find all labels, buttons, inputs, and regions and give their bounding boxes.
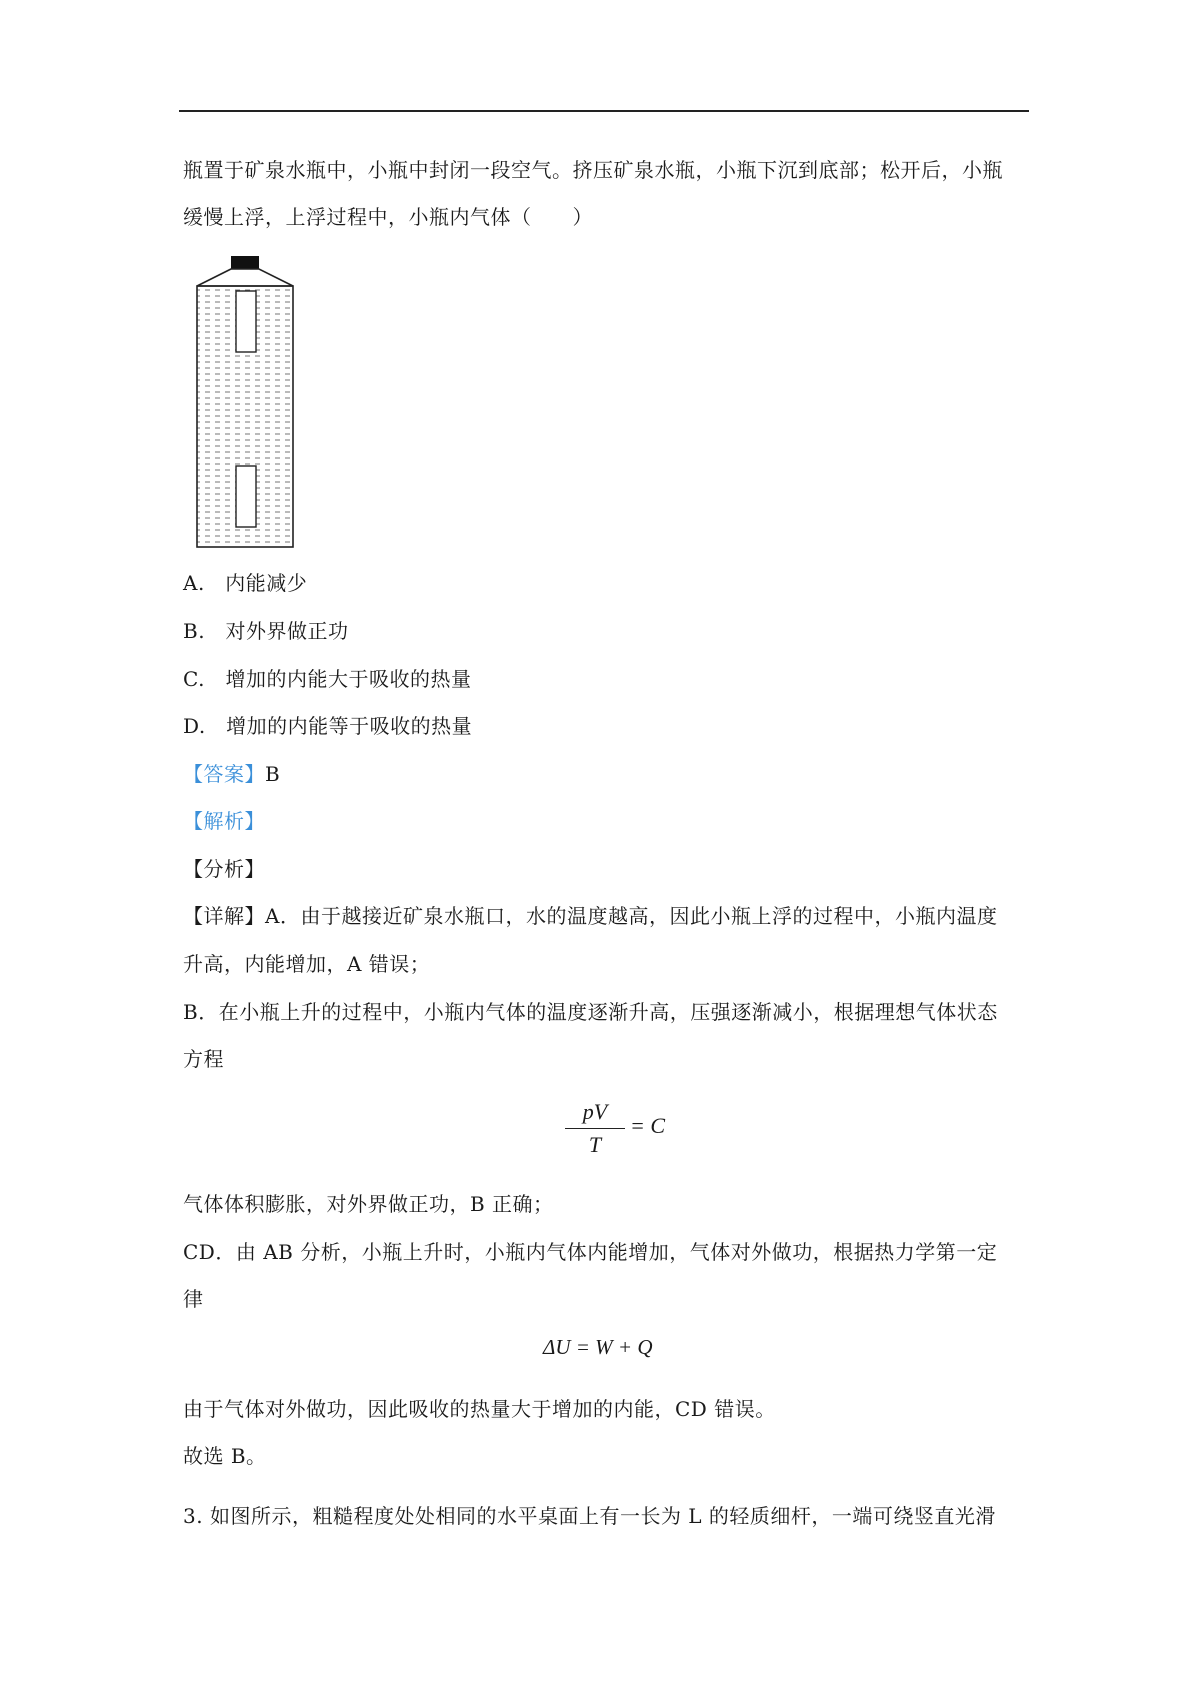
option-b: B. 对外界做正功	[183, 619, 349, 643]
detail-line-3: B．在小瓶上升的过程中，小瓶内气体的温度逐渐升高，压强逐渐减小，根据理想气体状态	[183, 1000, 998, 1024]
small-bottle-bottom	[236, 466, 256, 527]
ideal-gas-rhs: = C	[630, 1113, 666, 1138]
detail-line-4: 方程	[183, 1047, 224, 1071]
question-3-line: 3. 如图所示，粗糙程度处处相同的水平桌面上有一长为 L 的轻质细杆，一端可绕竖直光滑	[183, 1504, 996, 1528]
bottle-shoulder	[197, 269, 293, 286]
option-a: A. 内能减少	[183, 571, 308, 595]
detail-line-8: 由于气体对外做功，因此吸收的热量大于增加的内能，CD 错误。	[183, 1397, 776, 1421]
option-d: D. 增加的内能等于吸收的热量	[183, 714, 473, 738]
detail-line-2: 升高，内能增加，A 错误；	[183, 952, 431, 976]
answer-tag: 【答案】	[183, 762, 265, 786]
detail-line-9: 故选 B。	[183, 1444, 267, 1468]
bottle-figure	[194, 251, 296, 551]
answer-line	[183, 760, 280, 788]
fenxi-tag: 【分析】	[183, 857, 265, 881]
detail-line-1: 【详解】A．由于越接近矿泉水瓶口，水的温度越高，因此小瓶上浮的过程中，小瓶内温度	[183, 904, 998, 928]
fraction-numerator: pV	[582, 1099, 608, 1124]
fraction-bar	[565, 1128, 625, 1129]
fraction-denominator: T	[588, 1132, 602, 1157]
first-law-equation: ΔU = W + Q	[543, 1335, 653, 1359]
question-text-line-1: 瓶置于矿泉水瓶中，小瓶中封闭一段空气。挤压矿泉水瓶，小瓶下沉到底部；松开后，小瓶	[183, 158, 1003, 182]
detail-line-5: 气体体积膨胀，对外界做正功，B 正确；	[183, 1192, 554, 1216]
option-c: C. 增加的内能大于吸收的热量	[183, 667, 472, 691]
detail-line-7: 律	[183, 1287, 204, 1311]
small-bottle-top	[236, 291, 256, 352]
detail-line-6: CD．由 AB 分析，小瓶上升时，小瓶内气体内能增加，气体对外做功，根据热力学第一定	[183, 1240, 998, 1264]
answer-value: B	[265, 762, 281, 786]
bottle-cap	[231, 256, 259, 269]
header-rule	[179, 110, 1029, 112]
analysis-tag: 【解析】	[183, 809, 265, 833]
ideal-gas-fraction	[565, 1098, 625, 1159]
question-text-line-2: 缓慢上浮，上浮过程中，小瓶内气体（ ）	[183, 205, 593, 229]
